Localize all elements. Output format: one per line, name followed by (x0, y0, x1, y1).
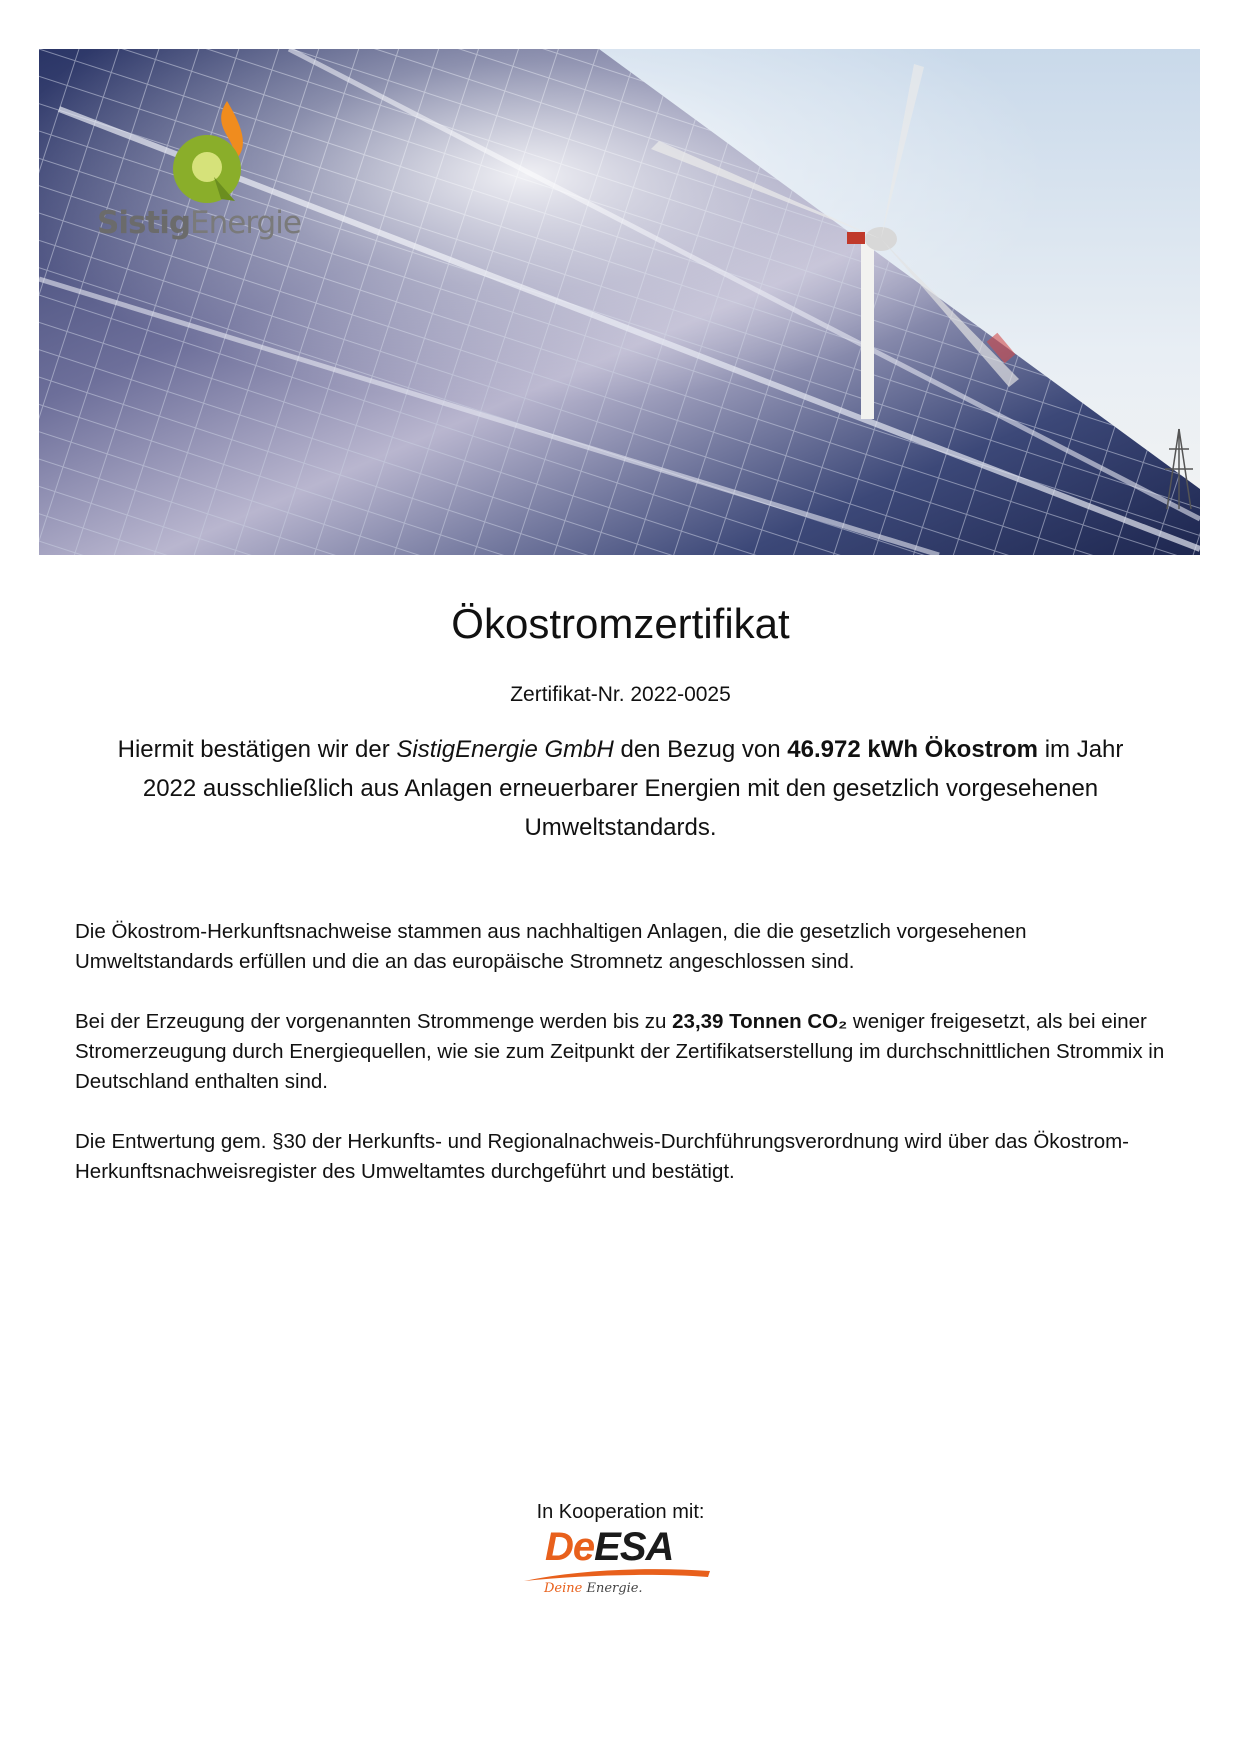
sistig-energie-logo (97, 205, 301, 241)
co2-text: Bei der Erzeugung der vorgenannten Strommenge werden bis zu (75, 1010, 673, 1033)
deesa-de: De (545, 1525, 595, 1569)
header-photo (39, 49, 1200, 555)
deesa-logo (520, 1525, 720, 1610)
logo-text-bold: Sistig (97, 205, 191, 241)
company-name: SistigEnergie GmbH (396, 736, 614, 763)
intro-text: im Jahr 2022 ausschließlich aus Anlagen erneuerbarer Energien mit den gesetzlich vorgesehenen Umweltstandards. (142, 736, 1124, 841)
intro-statement (90, 730, 1151, 847)
tagline-energie: Energie. (586, 1581, 643, 1596)
paragraph-cancellation: Die Entwertung gem. §30 der Herkunfts- und Regionalnachweis-Durchführungsverordnung wird über das Ökostrom-Herkunftsnachweisregister des Umweltamtes durchgeführt und bestätigt. (75, 1130, 1129, 1183)
solar-wind-illustration (39, 49, 1200, 555)
tagline-deine: Deine (544, 1581, 583, 1596)
paragraph-co2 (75, 1007, 1175, 1097)
deesa-tagline (544, 1581, 643, 1596)
deesa-esa: ESA (594, 1525, 674, 1569)
logo-text-light: Energie (190, 205, 301, 241)
deesa-wordmark (545, 1525, 673, 1570)
intro-text: Hiermit bestätigen wir der (117, 736, 397, 763)
intro-text: den Bezug von (613, 736, 788, 763)
paragraph-origin: Die Ökostrom-Herkunftsnachweise stammen aus nachhaltigen Anlagen, die die gesetzlich vorgesehenen Umweltstandards erfüllen und die an das europäische Stromnetz angeschlossen sind. (75, 920, 1027, 973)
co2-text: weniger freigesetzt, als bei einer Stromerzeugung durch Energiequellen, wie sie zum Zeitpunkt der Zertifikatserstellung im durchschnittlichen Strommix in Deutschland enthalten sind. (75, 1010, 1165, 1093)
cooperation-label: In Kooperation mit: (536, 1501, 705, 1523)
energy-amount: 46.972 kWh Ökostrom (787, 736, 1039, 763)
co2-amount: 23,39 Tonnen CO₂ (672, 1010, 848, 1033)
page-title: Ökostromzertifikat (451, 600, 790, 647)
certificate-number: Zertifikat-Nr. 2022-0025 (510, 683, 731, 706)
